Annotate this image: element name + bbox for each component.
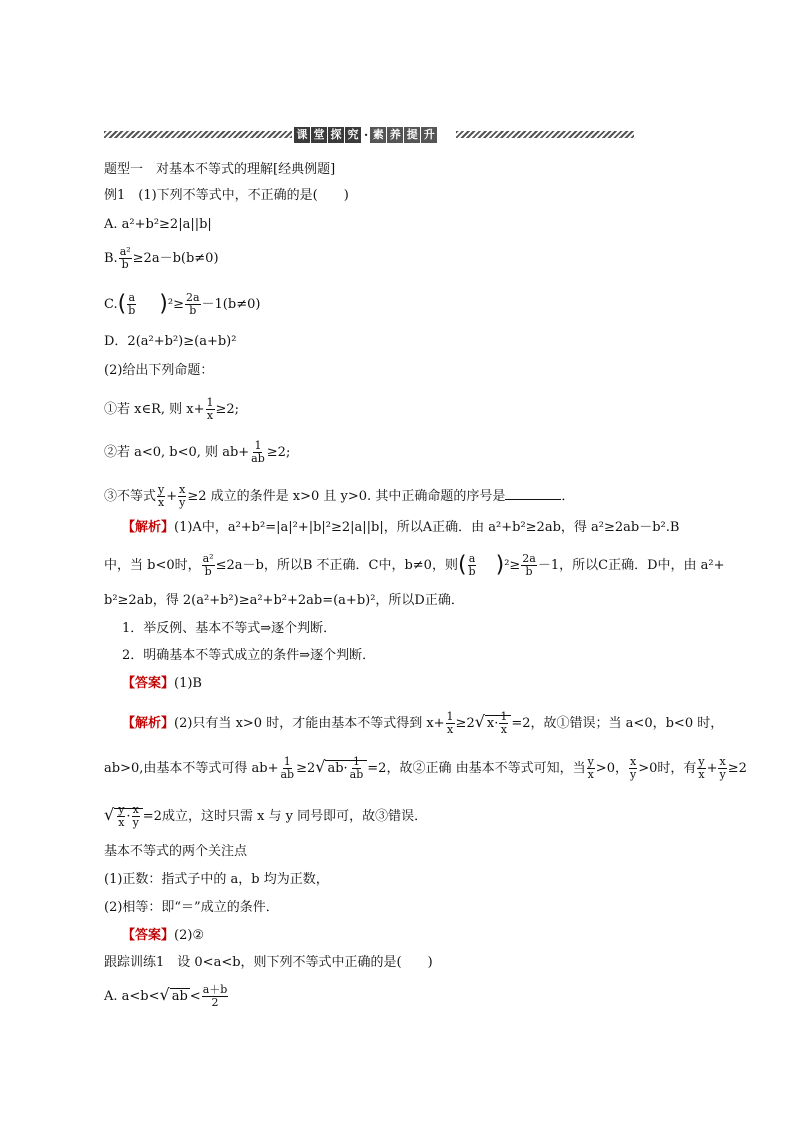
text: ②若 a<0, b<0, 则 ab+ — [104, 445, 250, 460]
denominator: ab — [251, 452, 265, 465]
fraction — [127, 292, 136, 317]
denominator: y — [629, 768, 637, 781]
radical-sign: √ — [315, 757, 326, 776]
denominator: b — [128, 304, 136, 317]
text: ③不等式 — [104, 489, 157, 504]
text: x· — [486, 716, 499, 731]
solution-1-line-3: b²≥2ab，得 2(a²+b²)≥a²+b²+2ab=(a+b)²，所以D正确． — [104, 593, 464, 608]
numerator: 2a — [185, 291, 200, 304]
numerator: x — [629, 755, 637, 768]
text: >0时，有 — [638, 761, 697, 776]
solution-2-line-1 — [122, 711, 723, 736]
answer-2 — [122, 927, 204, 945]
option-c — [104, 292, 260, 317]
solution-2-line-3 — [104, 804, 427, 829]
fraction — [718, 756, 726, 781]
solution-label: 【解析】 — [122, 716, 175, 731]
fraction — [202, 984, 229, 1009]
paren-left: ( — [457, 552, 467, 578]
fraction — [206, 397, 215, 422]
denominator: x — [206, 409, 214, 422]
paren-left: ( — [117, 291, 127, 317]
text: =2，故①错误；当 a<0，b<0 时， — [511, 716, 724, 731]
text: ab>0,由基本不等式可得 ab+ — [104, 761, 279, 776]
banner-stripe-right — [456, 131, 634, 138]
fraction — [349, 756, 365, 781]
text: 中，当 b<0时， — [104, 558, 201, 573]
paren-right: ) — [159, 291, 168, 317]
text: + — [166, 489, 178, 504]
part-two-intro: (2)给出下列命题： — [104, 363, 214, 378]
fraction — [185, 292, 201, 317]
fraction — [178, 484, 186, 509]
text: (1)B — [174, 676, 202, 691]
denominator: y — [132, 816, 139, 829]
fraction — [279, 756, 295, 781]
option-b — [104, 246, 219, 271]
text: ≥2 — [455, 716, 475, 731]
option-a: A. a²+b²≥2|a||b| — [104, 217, 212, 232]
numerator: a — [468, 552, 476, 565]
denominator: x — [587, 768, 594, 781]
numerator: y — [118, 803, 125, 816]
denominator: b — [468, 565, 476, 578]
fraction — [697, 756, 705, 781]
tip-1: 1．举反例、基本不等式⇒逐个判断． — [122, 621, 337, 636]
denominator: 2 — [211, 996, 219, 1009]
banner-badge — [294, 126, 438, 144]
text: ²≥ — [504, 558, 521, 573]
denominator: b — [204, 565, 212, 578]
text: A. a<b< — [104, 989, 160, 1004]
practice-option-a — [104, 984, 229, 1009]
option-b-text: ≥2a－b(b≠0) — [132, 251, 219, 266]
denominator: ab — [349, 768, 364, 781]
text: ≤2a－b，所以B 不正确．C中，b≠0，则 — [215, 558, 458, 573]
numerator: y — [698, 755, 705, 768]
numerator: 1 — [352, 755, 360, 768]
radicand: ab — [171, 989, 188, 1004]
banner-char: 堂 — [311, 127, 327, 143]
tip-2: 2．明确基本不等式成立的条件⇒逐个判断． — [122, 648, 376, 663]
banner-char: 提 — [404, 127, 420, 143]
fraction — [119, 246, 132, 271]
text: + — [706, 761, 718, 776]
text: －1，所以C正确．D中，由 a²+ — [537, 558, 725, 573]
fraction — [117, 804, 125, 829]
solution-1-line-2 — [104, 553, 725, 578]
banner-dot: · — [364, 128, 369, 142]
text: · — [126, 809, 131, 824]
text: ≥2 — [296, 761, 316, 776]
numerator: a² — [202, 552, 214, 565]
section-banner — [104, 126, 634, 144]
answer-1 — [122, 675, 202, 693]
text: (2)② — [174, 928, 205, 943]
solution-1-line-1 — [122, 519, 679, 537]
numerator: a＋b — [202, 983, 228, 996]
numerator: 1 — [206, 396, 214, 409]
example-title: 例1 (1)下列不等式中，不正确的是( ) — [104, 188, 349, 203]
answer-label: 【答案】 — [122, 928, 175, 943]
numerator: a — [128, 291, 136, 304]
radicand — [325, 755, 367, 781]
radicand — [485, 710, 511, 736]
section-heading: 题型一 对基本不等式的理解[经典例题] — [104, 162, 336, 177]
numerator: y — [587, 755, 594, 768]
banner-stripe-left — [104, 131, 292, 138]
fraction — [157, 484, 165, 509]
text: ≥2; — [215, 402, 240, 417]
numerator: x — [179, 483, 186, 496]
text: < — [189, 989, 201, 1004]
text: =2，故②正确 由基本不等式可知，当 — [367, 761, 586, 776]
denominator: x — [698, 768, 705, 781]
solution-2-line-2 — [104, 756, 747, 781]
key-point-2: (2)相等：即“＝”成立的条件． — [104, 900, 279, 915]
numerator: y — [158, 483, 165, 496]
text: ． — [561, 489, 575, 504]
fraction — [250, 440, 266, 465]
numerator: a² — [119, 245, 131, 258]
text: >0， — [595, 761, 628, 776]
denominator: b — [121, 258, 129, 271]
numerator: x — [132, 803, 139, 816]
numerator: x — [719, 755, 726, 768]
proposition-1 — [104, 397, 239, 422]
text: (1)A中，a²+b²=|a|²+|b|²≥2|a||b|，所以A正确．由 a²+b²≥2ab，得 a²≥2ab－b².B — [174, 520, 680, 535]
text: ≥2 成立的条件是 x>0 且 y>0. 其中正确命题的序号是 — [187, 489, 506, 504]
radical-sign: √ — [159, 985, 170, 1004]
fraction — [202, 553, 215, 578]
banner-char: 课 — [294, 127, 310, 143]
denominator: b — [189, 304, 197, 317]
fraction — [499, 711, 508, 736]
numerator: 1 — [254, 439, 262, 452]
numerator: 1 — [283, 755, 291, 768]
numerator: 2a — [522, 552, 536, 565]
banner-char: 素 — [370, 127, 386, 143]
banner-char: 升 — [421, 127, 437, 143]
fraction — [629, 756, 637, 781]
radical-sign: √ — [474, 712, 485, 731]
radical-sign: √ — [104, 805, 115, 824]
fraction — [132, 804, 140, 829]
proposition-2 — [104, 440, 290, 465]
fraction — [468, 553, 477, 578]
key-point-1: (1)正数：指式子中的 a，b 均为正数， — [104, 872, 329, 887]
fraction — [446, 711, 455, 736]
text: ab· — [327, 761, 348, 776]
fraction — [521, 553, 537, 578]
answer-blank — [505, 487, 561, 500]
text: ≥2; — [266, 445, 291, 460]
denominator: y — [179, 496, 186, 509]
denominator: x — [118, 816, 125, 829]
radicand — [114, 803, 143, 829]
numerator: 1 — [446, 710, 454, 723]
proposition-3 — [104, 484, 574, 509]
text: ①若 x∈R, 则 x+ — [104, 402, 205, 417]
solution-label: 【解析】 — [122, 520, 175, 535]
option-c-text: －1(b≠0) — [201, 297, 261, 312]
denominator: ab — [280, 768, 295, 781]
text: (2)只有当 x>0 时，才能由基本不等式得到 x+ — [174, 716, 445, 731]
denominator: b — [525, 565, 533, 578]
banner-char: 探 — [328, 127, 344, 143]
option-b-label: B. — [104, 251, 118, 266]
practice-title: 跟踪训练1 设 0<a<b，则下列不等式中正确的是( ) — [104, 955, 433, 970]
paren-right: ) — [495, 552, 505, 578]
answer-label: 【答案】 — [122, 676, 175, 691]
denominator: x — [446, 723, 454, 736]
text: ≥2 — [727, 761, 747, 776]
key-points-heading: 基本不等式的两个关注点 — [104, 844, 248, 859]
option-c-label: C. — [104, 297, 118, 312]
fraction — [587, 756, 595, 781]
banner-char: 养 — [387, 127, 403, 143]
option-c-mid: ²≥ — [167, 297, 184, 312]
numerator: 1 — [500, 710, 508, 723]
banner-char: 究 — [345, 127, 361, 143]
option-d: D．2(a²+b²)≥(a+b)² — [104, 334, 237, 349]
denominator: y — [719, 768, 726, 781]
denominator: x — [500, 723, 507, 736]
denominator: x — [158, 496, 165, 509]
text: =2成立，这时只需 x 与 y 同号即可，故③错误． — [142, 809, 428, 824]
